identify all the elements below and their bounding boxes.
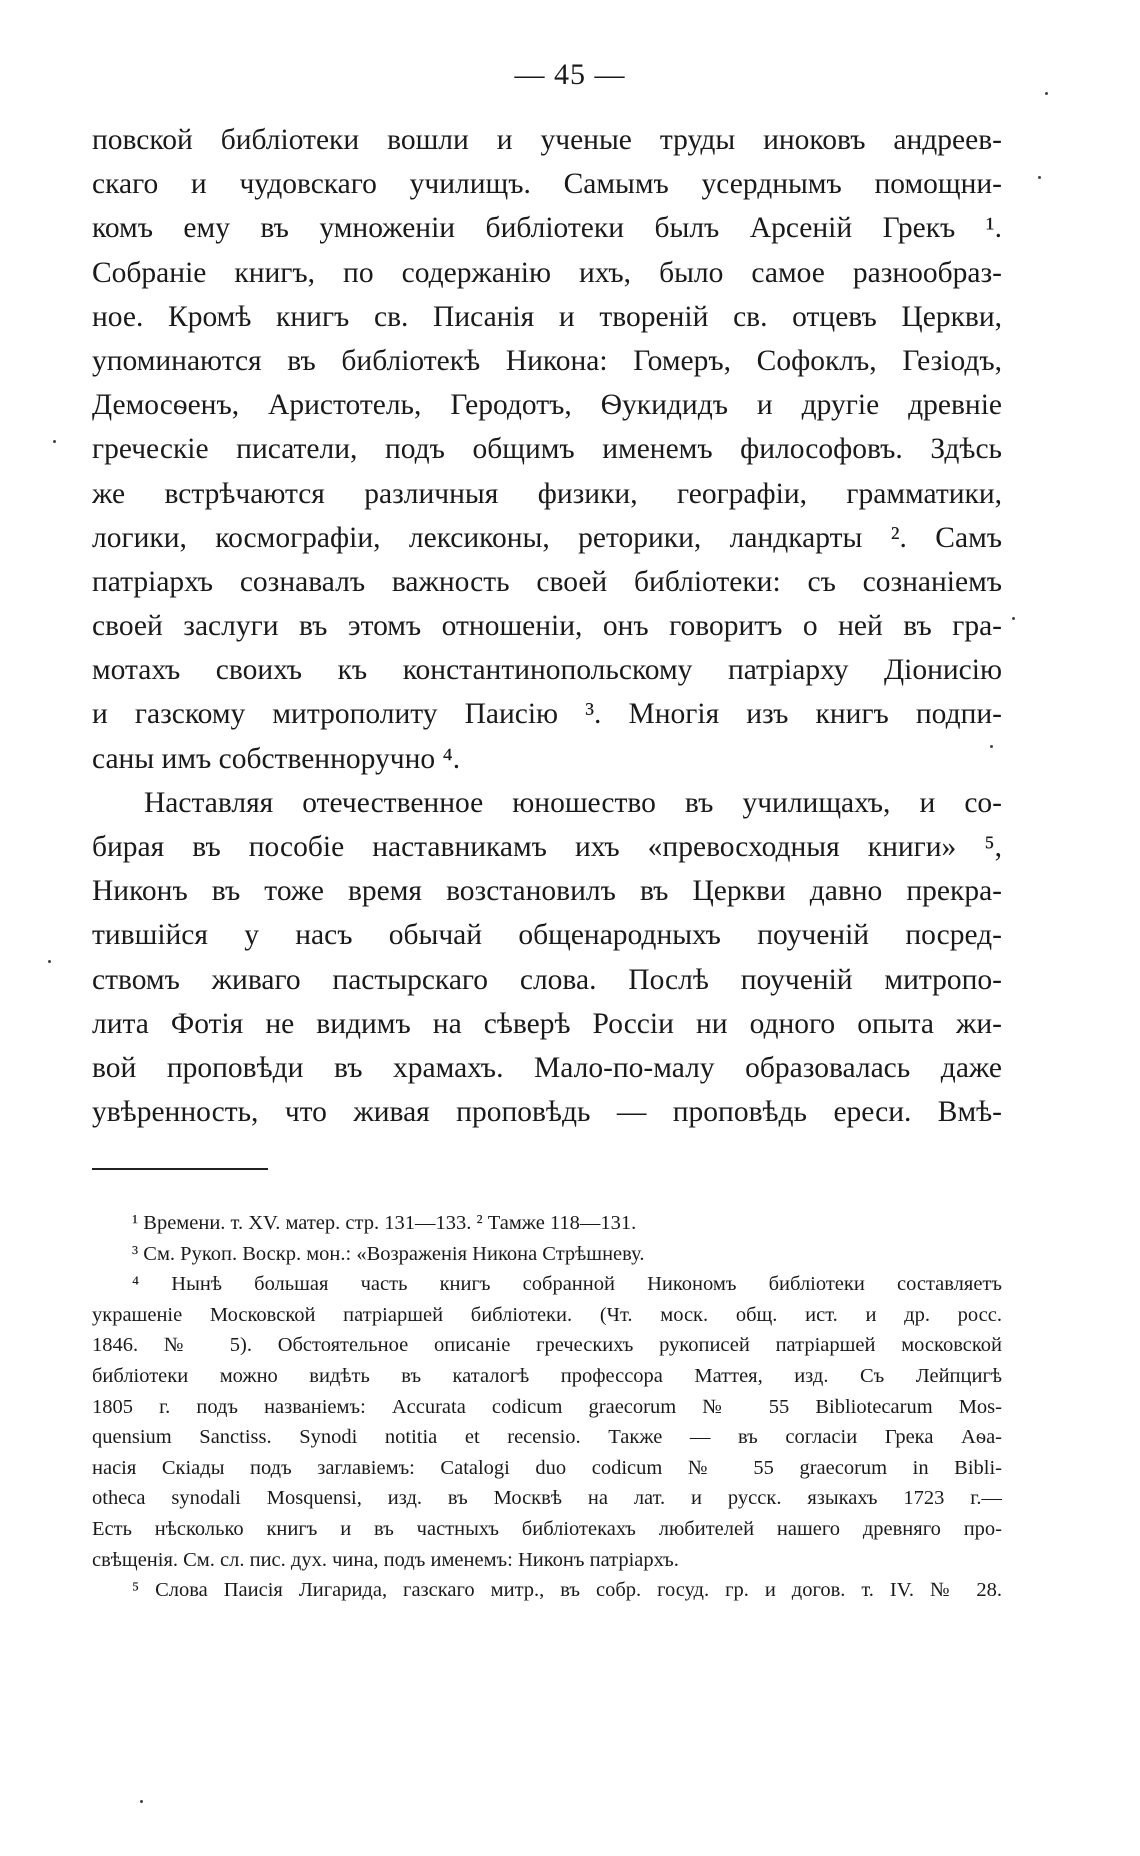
scan-speck — [1012, 617, 1015, 620]
footnote-divider — [92, 1168, 268, 1170]
main-text — [92, 118, 1002, 1134]
text-line: ное. Кромѣ книгъ св. Писанія и твореній св. отцевъ Церкви, — [92, 300, 1002, 333]
footnote-line: 1846. № 5). Обстоятельное описаніе греческихъ рукописей патріаршей московской — [92, 1334, 1002, 1357]
text-line: Наставляя отечественное юношество въ училищахъ, и со- — [144, 786, 1002, 819]
text-line: и газскому митрополиту Паисію ³. Многія изъ книгъ подпи- — [92, 698, 1002, 731]
text-line: же встрѣчаются различныя физики, географіи, грамматики, — [92, 477, 1002, 510]
footnote-line: ⁵ Слова Паисія Лигарида, газскаго митр., въ собр. госуд. гр. и догов. т. IV. № 28. — [132, 1579, 1002, 1602]
text-line: логики, космографіи, лексиконы, реторики, ландкарты ². Самъ — [92, 521, 1002, 554]
text-line: Никонъ въ тоже время возстановилъ въ Церкви давно прекра- — [92, 875, 1002, 908]
page-number: — 45 — — [514, 58, 626, 91]
scan-speck — [990, 745, 993, 748]
text-line: Собраніе книгъ, по содержанію ихъ, было самое разнообраз- — [92, 256, 1002, 289]
scan-speck — [53, 440, 56, 443]
text-line: саны имъ собственноручно ⁴. — [92, 742, 461, 775]
text-line: мотахъ своихъ къ константинопольскому патріарху Діонисію — [92, 654, 1002, 687]
scan-speck — [1045, 92, 1048, 95]
text-line: повской библіотеки вошли и ученые труды иноковъ андреев- — [92, 124, 1002, 156]
scan-speck — [140, 1800, 143, 1803]
text-line: своей заслуги въ этомъ отношеніи, онъ говоритъ о ней въ гра- — [92, 610, 1002, 643]
footnotes — [92, 1208, 1002, 1606]
footnote-line: ¹ Времени. т. XV. матер. стр. 131—133. ² Тамже 118—131. — [132, 1212, 637, 1234]
text-line: лита Фотія не видимъ на сѣверѣ Россіи ни одного опыта жи- — [92, 1007, 1002, 1040]
text-line: греческіе писатели, подъ общимъ именемъ философовъ. Здѣсь — [92, 433, 1002, 466]
footnote-line: ³ См. Рукоп. Воскр. мон.: «Возраженія Никона Стрѣшневу. — [132, 1242, 645, 1265]
text-line: комъ ему въ умноженіи библіотеки былъ Арсеній Грекъ ¹. — [92, 212, 1002, 245]
footnote-line: ⁴ Нынѣ большая часть книгъ собранной Никономъ библіотеки составляетъ — [132, 1273, 1002, 1296]
text-line: ствомъ живаго пастырскаго слова. Послѣ поученій митропо- — [92, 963, 1002, 996]
footnote-line: otheca synodali Mosquensi, изд. въ Москвѣ на лат. и русск. языкахъ 1723 г.— — [92, 1487, 1002, 1510]
footnote-line: 1805 г. подъ названіемъ: Accurata codicum graecorum № 55 Bibliotecarum Mos- — [92, 1395, 1002, 1418]
footnote-line: насія Скіады подъ заглавіемъ: Catalogi duo codicum № 55 graecorum in Bibli- — [92, 1456, 1002, 1479]
text-line: патріархъ сознавалъ важность своей библіотеки: съ сознаніемъ — [92, 565, 1002, 598]
text-line: тившійся у насъ обычай общенародныхъ поученій посред- — [92, 919, 1002, 952]
text-line: увѣренность, что живая проповѣдь — проповѣдь ереси. Вмѣ- — [92, 1096, 1002, 1129]
text-line: бирая въ пособіе наставникамъ ихъ «превосходныя книги» ⁵, — [92, 831, 1002, 863]
text-line: вой проповѣди въ храмахъ. Мало-по-малу образовалась даже — [92, 1051, 1002, 1084]
text-line: упоминаются въ библіотекѣ Никона: Гомеръ, Софоклъ, Гезіодъ, — [92, 344, 1002, 377]
scan-speck — [1038, 176, 1041, 179]
footnote-line: quensium Sanctiss. Synodi notitia et recensio. Также — въ согласіи Грека Аѳа- — [92, 1426, 1002, 1449]
footnote-line: свѣщенія. См. сл. пис. дух. чина, подъ именемъ: Никонъ патріархъ. — [92, 1548, 679, 1571]
text-line: Демосѳенъ, Аристотель, Геродотъ, Ѳукидидъ и другіе древніе — [92, 389, 1002, 422]
footnote-line: библіотеки можно видѣть въ каталогѣ профессора Маттея, изд. Съ Лейпцигѣ — [92, 1364, 1002, 1387]
footnote-line: украшеніе Московской патріаршей библіотеки. (Чт. моск. общ. ист. и др. росс. — [92, 1303, 1002, 1326]
footnote-line: Есть нѣсколько книгъ и въ частныхъ библіотекахъ любителей нашего древняго про- — [92, 1517, 1002, 1540]
text-line: скаго и чудовскаго училищъ. Самымъ усерднымъ помощни- — [92, 168, 1002, 201]
scan-speck — [48, 960, 51, 963]
